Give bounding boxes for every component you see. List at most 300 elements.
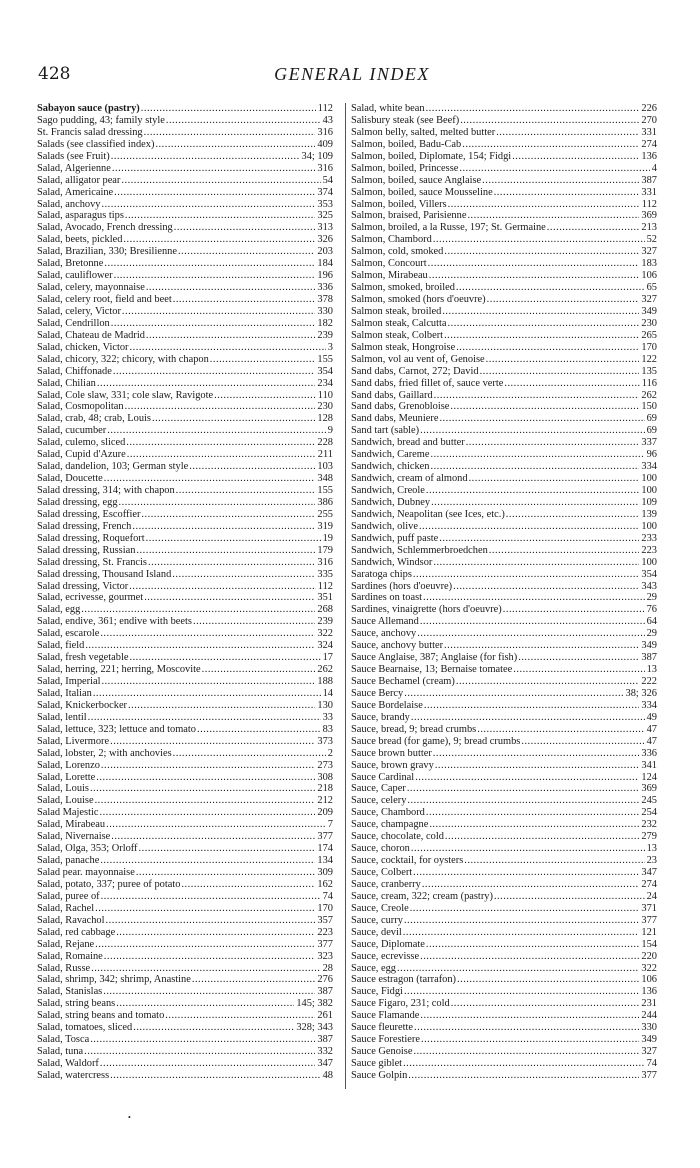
index-entry (37, 1022, 333, 1034)
entry-page: 13 (646, 664, 657, 676)
dot-leader (432, 748, 640, 760)
entry-title: Sand dabs, Gaillard (351, 389, 433, 401)
dot-leader (115, 998, 294, 1010)
dot-leader (465, 437, 640, 449)
dot-leader (466, 210, 639, 222)
entry-page: 203 (317, 246, 333, 258)
entry-title: Sauce, cocktail, for oysters (351, 855, 464, 867)
entry-page: 308 (317, 771, 333, 783)
entry-title: Salad, Brazilian, 330; Bresilienne (37, 246, 177, 258)
dot-leader (80, 604, 315, 616)
entry-page: 65 (646, 282, 657, 294)
dot-leader (100, 199, 315, 211)
entry-page: 316 (317, 162, 333, 174)
dot-leader (165, 115, 321, 127)
index-entry (37, 461, 333, 473)
entry-title: Salmon steak, Hongroise (351, 341, 456, 353)
dot-leader (455, 342, 639, 354)
index-entry (351, 1022, 657, 1034)
index-entry (37, 1046, 333, 1058)
index-entry (351, 700, 657, 712)
entry-title: Salad, field (37, 640, 85, 652)
entry-page: 183 (641, 258, 657, 270)
index-entry (37, 819, 333, 831)
dot-leader (125, 437, 315, 449)
index-entry (351, 425, 657, 437)
entry-page: 106 (641, 974, 657, 986)
entry-page: 335 (317, 568, 333, 580)
entry-page: 155 (317, 485, 333, 496)
dot-leader (112, 366, 316, 378)
dot-leader (419, 951, 639, 963)
entry-page: 255 (317, 508, 333, 520)
dot-leader (546, 222, 640, 234)
entry-page: 369 (641, 210, 657, 222)
entry-page: 324 (317, 640, 333, 652)
index-entry (37, 795, 333, 807)
dot-leader (145, 330, 315, 342)
dot-leader (486, 294, 640, 306)
entry-page: 337 (641, 437, 657, 449)
index-entry (37, 246, 333, 258)
entry-title: Salad, Chilian (37, 377, 96, 389)
index-entry (37, 282, 333, 294)
entry-page: 128 (317, 413, 333, 425)
index-entry (351, 664, 657, 676)
entry-page: 331 (641, 186, 657, 198)
page-number: 428 (38, 64, 71, 84)
entry-title: Salad, cauliflower (37, 270, 113, 282)
index-entry (37, 210, 333, 222)
entry-page: 357 (317, 914, 333, 926)
entry-page: 265 (641, 329, 657, 341)
entry-title: Salmon, boiled, Princesse (351, 162, 459, 174)
index-entry (351, 819, 657, 831)
index-entry (351, 879, 657, 891)
entry-page: 96 (646, 449, 657, 461)
entry-title: Salad, cucumber (37, 425, 107, 437)
entry-title: Salmon, Concourt (351, 258, 427, 270)
index-entry (351, 604, 657, 616)
entry-title: Salmon, boiled, Diplomate, 154; Fidgi (351, 150, 512, 162)
index-entry (37, 318, 333, 330)
dot-leader (428, 819, 639, 831)
dot-leader (396, 963, 639, 975)
entry-page: 24 (646, 890, 657, 902)
dot-leader (128, 581, 316, 593)
entry-page: 327 (641, 246, 657, 258)
entry-title: Sauce Genoise (351, 1046, 413, 1058)
index-entry (37, 700, 333, 712)
entry-title: Salad dressing, Roquefort (37, 532, 145, 544)
index-entry (37, 951, 333, 963)
index-entry (351, 139, 657, 151)
entry-page: 188 (317, 676, 333, 687)
dot-leader (438, 533, 639, 545)
dot-leader (502, 604, 645, 616)
index-entry (351, 342, 657, 354)
entry-page: 409 (317, 138, 333, 150)
dot-leader (84, 640, 315, 652)
entry-title: Salad dressing, Victor (37, 580, 129, 592)
index-entry (37, 425, 333, 437)
entry-page: 273 (317, 759, 333, 771)
entry-title: Salad, lentil (37, 711, 87, 723)
dot-leader (432, 234, 645, 246)
dot-leader (140, 103, 316, 115)
dot-leader (129, 342, 326, 354)
entry-title: Sauce, ecrevisse (351, 950, 420, 962)
index-entry (351, 867, 657, 879)
dot-leader (468, 473, 640, 485)
dot-leader (412, 1046, 639, 1058)
dot-leader (427, 258, 640, 270)
entry-title: Salad, tomatoes, sliced (37, 1022, 133, 1034)
entry-page: 268 (317, 604, 333, 616)
index-entry (37, 688, 333, 700)
column-divider (345, 103, 346, 1089)
dot-leader (196, 724, 321, 736)
dot-leader (110, 151, 300, 163)
index-entry (37, 640, 333, 652)
entry-page: 348 (317, 473, 333, 485)
dot-leader (444, 831, 640, 843)
entry-title: Sandwich, Schlemmerbroedchen (351, 544, 488, 556)
dot-leader (110, 318, 316, 330)
index-entry (351, 282, 657, 294)
index-entry (351, 772, 657, 784)
dot-leader (450, 998, 640, 1010)
entry-page: 69 (646, 413, 657, 425)
index-entry (37, 354, 333, 366)
index-entry (37, 163, 333, 175)
entry-title: Sand dabs, Meuniere (351, 413, 439, 425)
entry-page: 322 (641, 962, 657, 974)
dot-leader (410, 843, 645, 855)
entry-title: Sardines (hors d'oeuvre) (351, 580, 453, 592)
entry-page: 276 (317, 974, 333, 986)
entry-title: Salad, anchovy (37, 198, 101, 210)
entry-title: Salmon belly, salted, melted butter (351, 126, 496, 138)
dot-leader (172, 748, 326, 760)
index-entry (351, 783, 657, 795)
index-entry (351, 1010, 657, 1022)
index-entry (37, 581, 333, 593)
entry-title: Sauce bread (for game), 9; bread crumbs (351, 735, 521, 747)
dot-leader (99, 855, 315, 867)
entry-title: Salad, Lorenzo (37, 759, 100, 771)
entry-title: Salad dressing, Russian (37, 544, 136, 556)
index-entry (351, 569, 657, 581)
dot-leader (410, 712, 645, 724)
entry-page: 154 (641, 938, 657, 950)
index-entry (37, 234, 333, 246)
entry-page: 378 (317, 294, 333, 305)
entry-page: 328; 343 (296, 1022, 333, 1034)
entry-title: Sauce, brown gravy (351, 759, 434, 771)
index-entry (37, 270, 333, 282)
entry-page: 349 (641, 640, 657, 652)
index-entry (351, 760, 657, 772)
entry-title: Sabayon sauce (pastry) (37, 103, 140, 114)
dot-leader (433, 390, 640, 402)
entry-page: 354 (317, 365, 333, 377)
dot-leader (213, 390, 316, 402)
dot-leader (102, 986, 315, 998)
index-entry (351, 222, 657, 234)
entry-page: 377 (641, 1069, 657, 1081)
entry-page: 54 (322, 174, 333, 186)
entry-page: 274 (641, 878, 657, 890)
dot-leader (122, 234, 315, 246)
entry-page: 222 (641, 676, 657, 687)
index-entry (351, 545, 657, 557)
index-entry (351, 736, 657, 748)
index-entry (37, 867, 333, 879)
entry-page: 377 (317, 831, 333, 843)
index-entry (351, 712, 657, 724)
entry-page: 4 (651, 162, 657, 174)
index-entry (351, 533, 657, 545)
index-entry (351, 413, 657, 425)
index-entry (351, 210, 657, 222)
entry-page: 43 (322, 114, 333, 126)
entry-page: 162 (317, 878, 333, 890)
index-entry (37, 258, 333, 270)
dot-leader (120, 175, 320, 187)
index-entry (351, 963, 657, 975)
index-entry (37, 807, 333, 819)
dot-leader (131, 521, 315, 533)
dot-leader (96, 378, 316, 390)
index-entry (351, 330, 657, 342)
entry-title: Salad, watercress (37, 1069, 110, 1081)
index-entry (351, 401, 657, 413)
entry-title: Sauce Forestiere (351, 1034, 420, 1046)
index-entry (351, 449, 657, 461)
dot-leader (83, 1046, 315, 1058)
dot-leader (100, 891, 321, 903)
entry-page: 213 (641, 222, 657, 234)
entry-title: Salad, Bretonne (37, 258, 104, 270)
index-entry (37, 557, 333, 569)
entry-page: 3 (327, 341, 333, 353)
dot-leader (121, 306, 315, 318)
entry-title: Salad, tuna (37, 1046, 84, 1058)
entry-page: 226 (641, 103, 657, 114)
dot-leader (419, 616, 645, 628)
entry-page: 179 (317, 544, 333, 556)
dot-leader (100, 676, 315, 688)
index-entry (351, 390, 657, 402)
entry-title: Sago pudding, 43; family style (37, 114, 165, 126)
entry-title: Sandwich, olive (351, 520, 418, 532)
dot-leader (429, 449, 644, 461)
entry-page: 323 (317, 950, 333, 962)
entry-page: 182 (317, 317, 333, 329)
entry-page: 327 (641, 1046, 657, 1058)
entry-title: Salmon, cold, smoked (351, 246, 444, 258)
entry-title: Salmon, Mirabeau (351, 270, 428, 282)
dot-leader (402, 927, 640, 939)
index-entry (351, 485, 657, 497)
dot-leader (421, 879, 640, 891)
entry-title: Salad, chicken, Victor (37, 341, 129, 353)
entry-title: Salad, endive, 361; endive with beets (37, 616, 192, 628)
index-entry (351, 616, 657, 628)
entry-page: 319 (317, 520, 333, 532)
index-entry (351, 258, 657, 270)
entry-page: 351 (317, 592, 333, 604)
entry-page: 2 (327, 747, 333, 759)
index-entry (351, 354, 657, 366)
entry-page: 110 (317, 389, 333, 401)
index-entry (37, 222, 333, 234)
entry-page: 23 (646, 855, 657, 867)
dot-leader (425, 485, 640, 497)
entry-page: 83 (322, 723, 333, 735)
index-entry (351, 246, 657, 258)
dot-leader (505, 509, 640, 521)
dot-leader (452, 581, 639, 593)
entry-title: Salmon, smoked (hors d'oeuvre) (351, 294, 486, 305)
entry-title: Salad, Americaine (37, 186, 114, 198)
index-entry (351, 855, 657, 867)
index-entry (37, 843, 333, 855)
entry-title: Sauce Flamande (351, 1010, 420, 1022)
entry-page: 377 (317, 938, 333, 950)
dot-leader (124, 210, 316, 222)
index-entry (37, 592, 333, 604)
entry-page: 122 (641, 353, 657, 365)
entry-title: Sauce, Chambord (351, 807, 425, 819)
dot-leader (430, 497, 639, 509)
dot-leader (406, 795, 639, 807)
entry-title: Salisbury steak (see Beef) (351, 114, 460, 126)
entry-title: Salad, herring, 221; herring, Moscovite (37, 664, 201, 676)
index-entry (37, 748, 333, 760)
dot-leader (416, 628, 644, 640)
page-title: GENERAL INDEX (274, 64, 430, 84)
index-entry (37, 783, 333, 795)
entry-title: Sauce Figaro, 231; cold (351, 998, 450, 1010)
entry-page: 316 (317, 556, 333, 568)
entry-page: 261 (317, 1010, 333, 1022)
entry-page: 33 (322, 711, 333, 723)
entry-title: Salad dressing, French (37, 520, 132, 532)
entry-title: Sauce, cranberry (351, 878, 421, 890)
entry-page: 232 (641, 819, 657, 831)
entry-page: 347 (317, 1058, 333, 1069)
dot-leader (511, 151, 639, 163)
index-entry (351, 581, 657, 593)
dot-leader (99, 1058, 316, 1070)
index-column-left (37, 103, 333, 1082)
dot-leader (147, 557, 315, 569)
index-entry (37, 545, 333, 557)
entry-title: Salad, Nivernaise (37, 831, 111, 843)
index-entry (37, 401, 333, 413)
dot-leader (94, 903, 315, 915)
index-entry (351, 306, 657, 318)
dot-leader (407, 1070, 639, 1082)
index-entry (37, 1010, 333, 1022)
entry-title: Salad, Algerienne (37, 162, 111, 174)
entry-title: Salad, lettuce, 323; lettuce and tomato (37, 723, 196, 735)
entry-title: Sauce fleurette (351, 1022, 414, 1034)
entry-title: Salad, Tosca (37, 1034, 90, 1046)
index-entry (37, 199, 333, 211)
entry-title: Salad, puree of (37, 890, 100, 902)
entry-title: Salad, string beans (37, 998, 116, 1010)
dot-leader (412, 867, 639, 879)
entry-page: 309 (317, 867, 333, 878)
entry-title: Salad, white bean (351, 103, 425, 114)
entry-page: 28 (322, 962, 333, 974)
index-entry (351, 652, 657, 664)
entry-page: 29 (646, 628, 657, 640)
entry-title: Sauce Cardinal (351, 771, 415, 783)
entry-page: 327 (641, 294, 657, 305)
entry-page: 330 (641, 1022, 657, 1034)
dot-leader (109, 1070, 320, 1082)
dot-leader (103, 473, 316, 485)
dot-leader (106, 425, 326, 437)
entry-page: 218 (317, 783, 333, 795)
entry-page: 274 (641, 138, 657, 150)
entry-title: Salad, celery, mayonnaise (37, 282, 145, 294)
dot-leader (419, 425, 645, 437)
entry-page: 47 (646, 735, 657, 747)
entry-title: Salmon steak, broiled (351, 305, 442, 317)
index-entry (37, 652, 333, 664)
entry-title: Salad, Cupid d'Azure (37, 449, 126, 461)
entry-page: 386 (317, 496, 333, 508)
entry-page: 34; 109 (301, 150, 333, 162)
entry-title: Sauce, Diplomate (351, 938, 425, 950)
entry-page: 334 (641, 699, 657, 711)
entry-title: Salad, Olga, 353; Orloff (37, 843, 138, 855)
index-entry (351, 915, 657, 927)
entry-title: Salad, Lorette (37, 771, 96, 783)
index-entry (37, 1070, 333, 1082)
entry-page: 48 (322, 1069, 333, 1081)
index-entry (37, 712, 333, 724)
dot-leader (406, 783, 640, 795)
entry-title: Sandwich, Dubney (351, 496, 431, 508)
entry-title: Salad dressing, Escoffier (37, 508, 141, 520)
entry-page: 387 (317, 1034, 333, 1046)
entry-page: 100 (641, 556, 657, 568)
entry-title: Sandwich, cream of almond (351, 473, 468, 485)
entry-page: 354 (641, 568, 657, 580)
entry-title: Salad, Cendrillon (37, 317, 110, 329)
entry-title: Salmon, vol au vent of, Genoise (351, 353, 485, 365)
entry-title: Salad, culemo, sliced (37, 437, 126, 449)
entry-title: Sauce Anglaise, 387; Anglaise (for fish) (351, 652, 518, 664)
entry-page: 262 (641, 389, 657, 401)
entry-page: 279 (641, 831, 657, 843)
entry-title: Salad, celery, Victor (37, 305, 121, 317)
dot-leader (429, 461, 639, 473)
entry-page: 170 (317, 902, 333, 914)
dot-leader (192, 616, 315, 628)
index-entry (351, 437, 657, 449)
dot-leader (403, 688, 623, 700)
entry-title: Salad, lobster, 2; with anchovies (37, 747, 172, 759)
dot-leader (109, 736, 315, 748)
dot-leader (425, 939, 640, 951)
